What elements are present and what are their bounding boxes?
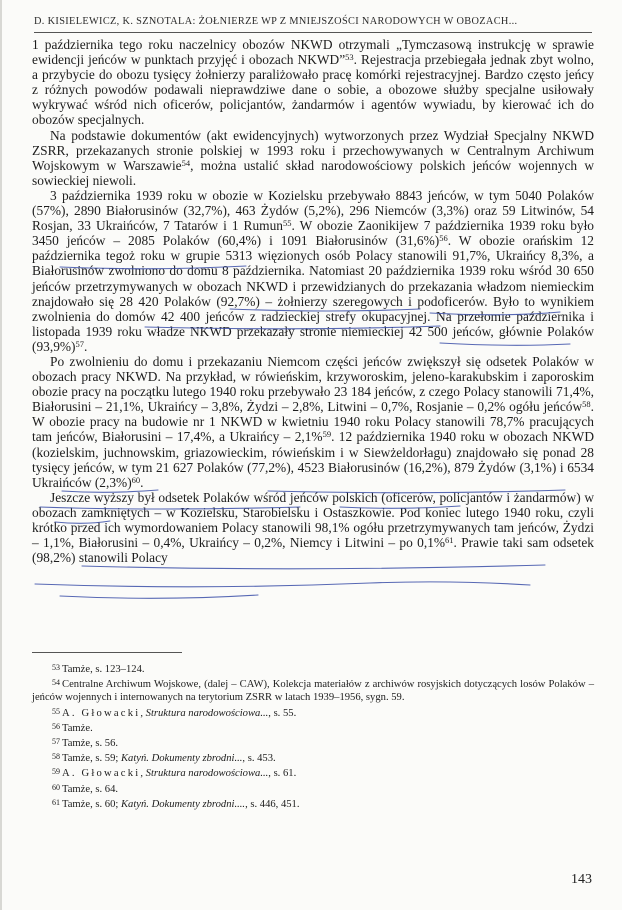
footnote-ref: 61 — [445, 535, 454, 546]
main-text — [32, 37, 594, 565]
footnote — [32, 796, 594, 811]
text-run: . — [140, 474, 144, 490]
footnote-ref: 57 — [75, 338, 85, 349]
text-run: Jeszcze wyższy był odsetek Polaków wśród jeńców polskich (oficerów, policjantów i żandarmów) w obozach zamkniętych – w Kozielsku, Starobielsku i Ostaszkowie. Pod koniec lutego 1940 roku, czyli krótko przed ich wymordowaniem Polacy stanowili 98,1% ogółu przetrzymywanych tam jeńców, Żydzi – 1,1%, Białorusini – 0,4%, Ukraińcy – 0,2%, Niemcy i Litwini – po 0,1% — [32, 489, 594, 551]
footnote-number: 54 — [52, 678, 60, 688]
footnote-ref: 58 — [582, 399, 591, 410]
footnote-ref: 56 — [439, 233, 448, 244]
cited-title: Struktura narodowościowa... — [145, 707, 269, 719]
cited-title: Katyń. Dokumenty zbrodni... — [120, 753, 243, 765]
footnote-ref: 59 — [322, 429, 332, 440]
footnote-ref: 55 — [282, 218, 292, 229]
text-run: Tamże. — [62, 722, 93, 734]
paragraph — [32, 354, 594, 490]
text-run: , s. 446, 451. — [245, 798, 300, 810]
footnote — [32, 750, 594, 765]
author-name: A. Głowacki — [62, 707, 141, 719]
footnote-number: 61 — [52, 797, 60, 807]
text-run: , s. 55. — [268, 707, 297, 719]
text-run: , s. 61. — [268, 768, 297, 780]
footnote — [32, 765, 594, 780]
text-run: 1 października tego roku naczelnicy obozów NKWD otrzymali „Tymczasową instrukcję w sprawie ewidencji jeńców w punktach przyjęć i obozach NKWD” — [32, 37, 594, 68]
footnote — [32, 676, 594, 704]
text-run: Tamże, s. 56. — [62, 738, 119, 750]
text-run: . Rejestracja przebiegała jednak zbyt wolno, a przybycie do obozu tysięcy żołnierzy paraliżowało pracę komórki rejestracyjnej. Bardzo często jeńcy z różnych powodów podawali nieprawdziwe dane o sobie, a obozowe służby specjalne usiłowały wykrywać wśród nich oficerów, policjantów, żandarmów i agentów wywiadu, by kierować ich do obozów specjalnych. — [32, 52, 595, 128]
footnote — [32, 661, 594, 676]
text-run: . — [84, 338, 88, 354]
footnote-ref: 53 — [345, 52, 354, 63]
footnote — [32, 781, 594, 796]
footnote — [32, 735, 594, 750]
text-run: , s. 453. — [242, 753, 276, 765]
footnote-number: 60 — [52, 782, 60, 792]
footnote-separator — [32, 652, 182, 653]
footnote-ref: 60 — [131, 474, 141, 485]
paragraph — [32, 490, 594, 565]
text-run: . W obozie pracy na budowie nr 1 NKWD w kwietniu 1940 roku Polacy stanowili 78,7% pracujących tam jeńców, Białorusini – 17,4%, a Ukraińcy – 2,1% — [32, 399, 594, 445]
footnote-number: 59 — [52, 767, 60, 777]
page-number: 143 — [571, 872, 592, 887]
footnote-number: 57 — [52, 737, 60, 747]
footnote-number: 53 — [52, 663, 60, 672]
text-run: Po zwolnieniu do domu i przekazaniu Niemcom części jeńców zwiększył się odsetek Polaków w obozach pracy NKWD. Na przykład, w rówieńskim, krzyworoskim, jeleno-karakubskim i zaporoskim obozie pracy na początku lutego 1940 roku przebywało 23 184 jeńców, z czego Polacy stanowili 71,4%, Białorusini – 21,1%, Ukraińcy – 3,8%, Żydzi – 2,8%, Litwini – 0,7%, Rosjanie – 0,2% ogółu jeńców — [32, 353, 594, 415]
text-run: , można ustalić skład narodowościowy polskich jeńców wojennych w sowieckiej niewoli. — [32, 157, 595, 188]
cited-title: Struktura narodowościowa... — [145, 768, 269, 780]
cited-title: Katyń. Dokumenty zbrodni.... — [120, 798, 246, 810]
header-rule — [34, 32, 592, 33]
text-run: . 12 października 1940 roku w obozach NKWD (kozielskim, juchnowskim, griazowieckim, rówieńskim i w Siewżeldorłagu) znajdowało się ponad 28 tysięcy jeńców, w tym 21 627 Polaków (77,2%), 4523 Białorusinów (16,2%), 879 Żydów (3,1%) i 6534 Ukraińców (2,3%) — [32, 429, 594, 490]
footnote-number: 56 — [52, 721, 60, 731]
text-run: Na podstawie dokumentów (akt ewidencyjnych) wytworzonych przez Wydział Specjalny NKWD ZSRR, przekazanych stronie polskiej w 1993 roku i przechowywanych w Centralnym Archiwum Wojskowym w Warszawie — [32, 127, 594, 173]
text-run: Tamże, s. 60; — [62, 798, 121, 810]
running-head: D. KISIELEWICZ, K. SZNOTALA: ŻOŁNIERZE WP Z MNIEJSZOŚCI NARODOWYCH W OBOZACH... — [34, 16, 518, 27]
scan-edge-shadow — [0, 0, 2, 910]
text-run: Tamże, s. 64. — [62, 783, 119, 795]
footnote-number: 58 — [52, 752, 60, 762]
author-name: A. Głowacki — [62, 768, 141, 780]
footnote-ref: 54 — [181, 157, 191, 168]
paragraph — [32, 128, 594, 188]
footnote — [32, 705, 594, 720]
book-page — [28, 10, 602, 902]
footnotes — [32, 661, 594, 811]
text-run: 3 października 1939 roku w obozie w Kozielsku przebywało 8843 jeńców, w tym 5040 Polaków (57%), 2890 Białorusinów (32,7%), 463 Żydów (5,2%), 296 Niemców (3,3%) oraz 59 Litwinów, 54 Rosjan, 33 Ukraińców, 7 Tatarów i 1 Rumun — [32, 187, 594, 234]
text-run: , — [140, 768, 146, 780]
paragraph — [32, 188, 594, 354]
text-run: . W obozie Zaonikijew 7 października 1939 roku było 3450 jeńców – 2085 Polaków (60,4%) i 1091 Białorusinów (31,6%) — [32, 218, 594, 249]
footnote — [32, 720, 594, 735]
text-run: . Prawie taki sam odsetek (98,2%) stanowili Polacy — [32, 535, 594, 566]
text-run: Tamże, s. 123–124. — [62, 664, 145, 675]
footnote-number: 55 — [52, 706, 60, 716]
text-run: , — [140, 707, 146, 719]
text-run: Tamże, s. 59; — [62, 753, 121, 765]
text-run: . W obozie orańskim 12 października tegoż roku w grupie 5313 więzionych osób Polacy stanowili 91,7%, Ukraińcy 8,3%, a Białorusinów zwolniono do domu 8 października. Natomiast 20 października 1939 roku wśród 30 650 jeńców przetrzymywanych w obozach NKWD i przewidzianych do przekazania władzom niemieckim znajdowało się 28 420 Polaków (92,7%) – żołnierzy szeregowych i podoficerów. Było to wynikiem zwolnienia do domów 42 400 jeńców z radzieckiej strefy okupacyjnej. Na przełomie października i listopada 1939 roku władze NKWD przekazały stronie niemieckiej 42 500 jeńców, głównie Polaków (93,9%) — [32, 233, 594, 354]
paragraph — [32, 37, 594, 128]
text-run: Centralne Archiwum Wojskowe, (dalej – CAW), Kolekcja materiałów z archiwów rosyjskich dotyczących losów Polaków – jeńców wojennych i internowanych na terytorium ZSRR w latach 1939–1956, sygn. 59. — [32, 679, 594, 704]
